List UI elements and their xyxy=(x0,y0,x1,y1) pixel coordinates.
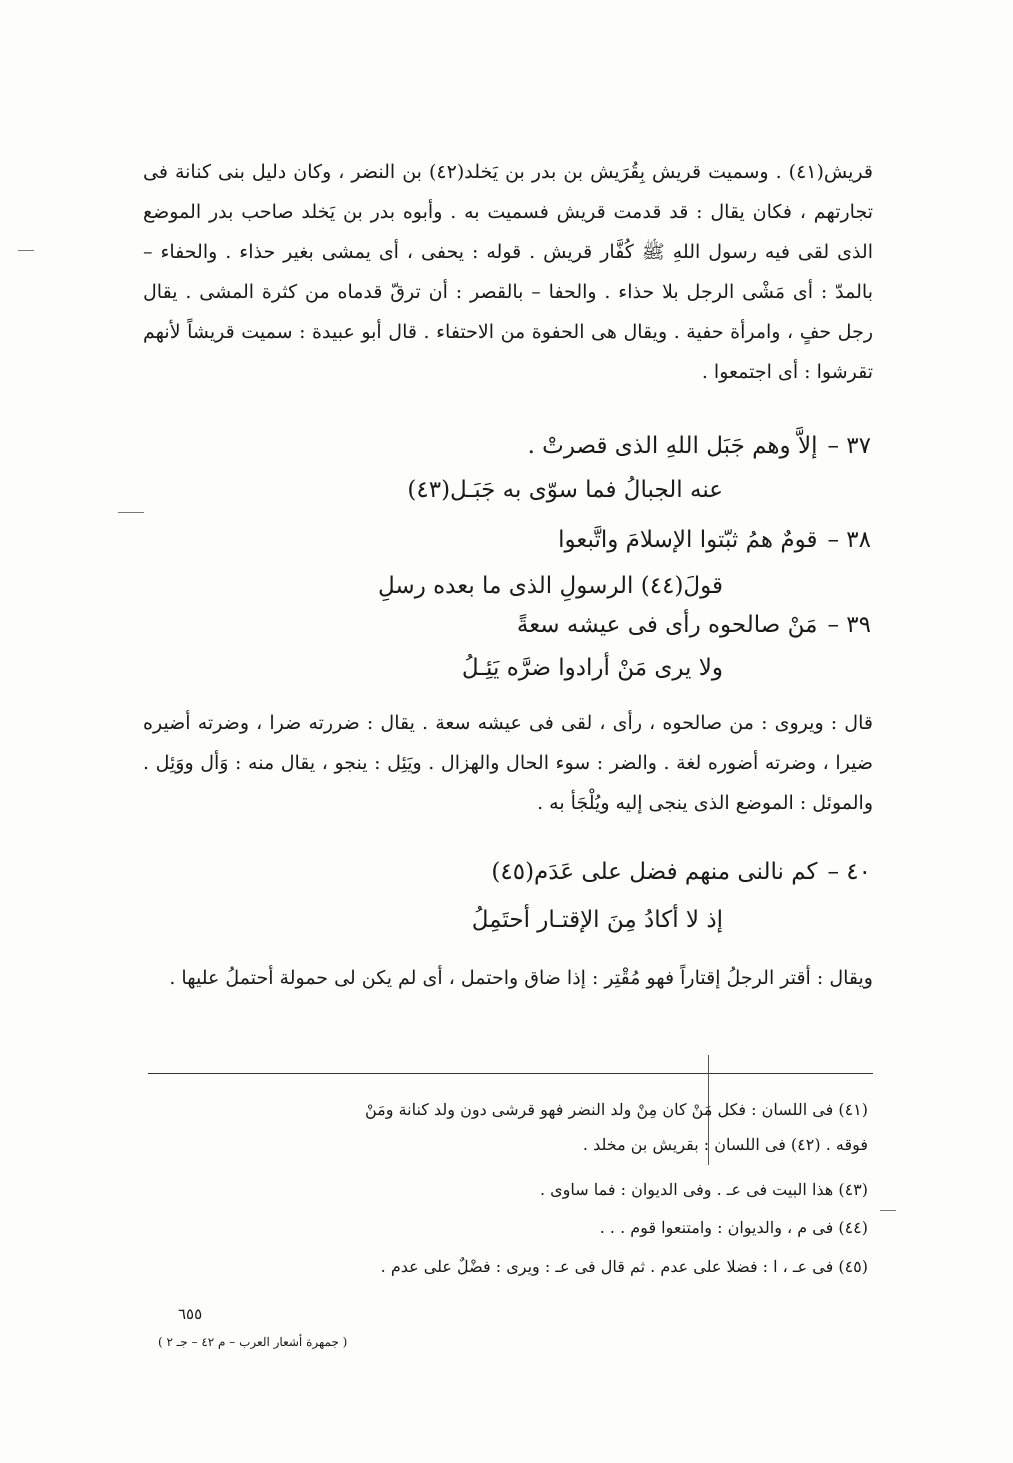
page-number: ٦٥٥ xyxy=(178,1305,203,1323)
paragraph-text: قريش(٤١) . وسميت قريش بِقُرَيش بن بدر بن يَخلد(٤٢) بن النضر ، وكان دليل بنى كنانة فى تجارتهم ، فكان يقال : قد قدمت قريش فسميت به . وأبوه بدر بن يَخلد صاحب بدر الموضع الذى لقى فيه رسول اللهِ ﷺ كُفَّار قريش . قوله : يحفى ، أى يمشى بغير حذاء . والحفاء – بالمدّ : أى مَشْى الرجل بلا حذاء . والحفا – بالقصر : أن ترقّ قدماه من كثرة المشى . يقال رجل حفٍ ، وامرأة حفية . ويقال هى الحفوة من الاحتفاء . قال أبو عبيدة : سميت قريشاً لأنهم تقرشوا : أى اجتمعوا . xyxy=(143,161,873,383)
scan-margin-mark xyxy=(18,250,34,251)
footnote-43: (٤٣) هذا البيت فى عـ . وفى الديوان : فما ساوى . xyxy=(539,1180,868,1199)
verse-40-second-hemistich: إذ لا أكادُ مِنَ الإقتـار أحتَمِلُ xyxy=(471,907,723,933)
verse-37-second-hemistich: عنه الجبالُ فما سوّى به جَبَـل(٤٣) xyxy=(407,477,723,503)
hemistich-text: كم نالنى منهم فضل على عَدَم(٤٥) xyxy=(491,859,818,885)
commentary-paragraph-2 xyxy=(143,703,873,823)
commentary-paragraph-3 xyxy=(143,958,873,998)
verse-number: ٤٠ – xyxy=(827,859,871,885)
footnote-42: فوقه . (٤٢) فى اللسان : بقريش بن مخلد . xyxy=(582,1135,868,1154)
verse-38-second-hemistich: قولَ(٤٤) الرسولِ الذى ما بعده رسلِ xyxy=(378,573,723,599)
hemistich-text: مَنْ صالحوه رأى فى عيشه سعةً xyxy=(516,612,818,638)
verse-40-first-hemistich xyxy=(491,852,871,892)
verse-number: ٣٩ – xyxy=(827,612,871,638)
verse-number: ٣٧ – xyxy=(827,433,871,459)
paragraph-text: قال : ويروى : من صالحوه ، رأى ، لقى فى عيشه سعة . يقال : ضررته ضرا ، وضرته أضيره ضيرا ، وضرته أضوره لغة . والضر : سوء الحال والهزال . ويَئِل : ينجو ، يقال منه : وَأل ووَئِل . والموئل : الموضع الذى ينجى إليه ويُلْجَأ به . xyxy=(143,712,873,814)
hemistich-text: إلاَّ وهم جَبَل اللهِ الذى قصرتْ . xyxy=(527,433,818,459)
footnote-divider xyxy=(148,1073,873,1074)
hemistich-text: قومٌ همُ ثبّتوا الإسلامَ واتَّبعوا xyxy=(558,527,818,553)
scan-margin-mark xyxy=(118,512,144,513)
commentary-paragraph-1 xyxy=(143,152,873,392)
verse-39-first-hemistich xyxy=(517,605,871,645)
footnote-41: (٤١) فى اللسان : فكل مَنْ كان مِنْ ولد النضر فهو قرشى دون ولد كنانة ومَنْ xyxy=(365,1100,868,1119)
footnote-44: (٤٤) فى م ، والديوان : وامتنعوا قوم . . . xyxy=(599,1218,868,1237)
paragraph-text: ويقال : أقتر الرجلُ إقتاراً فهو مُقْتِر : إذا ضاق واحتمل ، أى لم يكن لى حمولة أحتملُ عليها . xyxy=(169,967,873,989)
verse-37-first-hemistich xyxy=(528,426,871,466)
footnote-45: (٤٥) فى عـ ، ا : فضلا على عدم . ثم قال فى عـ : ويرى : فضْلٌ على عدم . xyxy=(380,1257,868,1276)
verse-number: ٣٨ – xyxy=(827,527,871,553)
verse-38-first-hemistich xyxy=(558,520,871,560)
verse-39-second-hemistich: ولا يرى مَنْ أرادوا ضرَّه يَئِـلُ xyxy=(461,655,723,681)
signature-line: ( جمهرة أشعار العرب – م ٤٢ – جـ ٢ ) xyxy=(158,1335,348,1349)
scan-margin-mark xyxy=(880,1210,896,1211)
